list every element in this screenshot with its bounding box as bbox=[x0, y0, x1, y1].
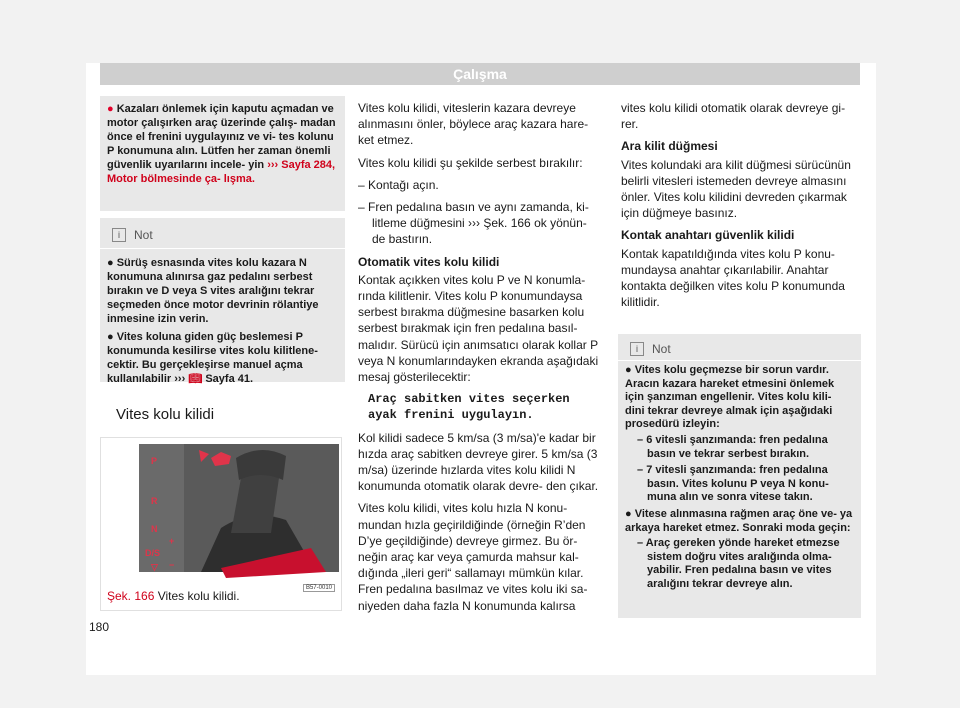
info-icon: i bbox=[112, 228, 126, 242]
col3-p3: Kontak kapatıldığında vites kolu P konu- mundaysa anahtar çıkarılabilir. Anahtar kontakta değilken vites kolu P konumunda kilitlidir. bbox=[621, 246, 845, 310]
note1-item-2: Vites koluna giden güç beslemesi P konumunda kesilirse vites kolu kilitlene- cektir. Bu gerçekleşirse manuel açma kullanılabilir bbox=[107, 331, 318, 385]
note-title: Not bbox=[134, 228, 153, 242]
figure-caption: Vites kolu kilidi. bbox=[157, 589, 240, 603]
col2-p4: Kol kilidi sadece 5 km/sa (3 m/sa)'e kadar bir hızda araç sabitken devreye girer. 5 km/sa (3 m/sa) üzerinde hızlarda vites kolu kilidi N konumunda otomatik olarak devre- den çıkar. bbox=[358, 430, 599, 494]
gear-lever-illustration bbox=[101, 438, 341, 583]
section-title: Vites kolu kilidi bbox=[116, 406, 215, 423]
column-3 bbox=[621, 100, 861, 316]
col3-p2: Vites kolundaki ara kilit düğmesi sürücünün belirli vitesleri istemeden devreye almasını önler. Vites kolu kilidini devreden çıkarmak için düğmeye basınız. bbox=[621, 157, 851, 221]
fig-label-n: N bbox=[151, 524, 158, 534]
note-box-2: i Not ● Vites kolu geçmezse bir sorun vardır. Aracın kazara hareket etmesini önlemek için şanzıman engellenir. Vites kolu kili- dini tekrar devreye almak için aşağıdaki prosedürü izleyin: – 6 vitesli şanzımanda: fren pedalına basın ve tekrar serbest bırakın. – 7 vitesli şanzımanda: fren pedalına basın. Vites kolunu P veya N konu- muna alın ve sonra vitese takın. ● Vitese alınmasına rağmen araç öne ve- ya arkaya hareket etmez. Sonraki moda geçin: – Araç gereken yönde hareket etmezse sistem doğru vites aralığında olma- yabilir. Fren pedalına basın ve vites aralığını tekrar devreye alın. bbox=[618, 334, 861, 618]
fig-label-ds: D/S bbox=[145, 548, 161, 558]
fig-label-r: R bbox=[151, 496, 158, 506]
col2-heading: Otomatik vites kolu kilidi bbox=[358, 254, 500, 269]
note2-title: Not bbox=[652, 342, 671, 356]
fig-label-minus: − bbox=[169, 560, 175, 570]
col3-heading-2: Kontak anahtarı güvenlik kilidi bbox=[621, 228, 795, 243]
book-icon: 📖︎ bbox=[188, 373, 203, 385]
note2-dash-1: 6 vitesli şanzımanda: fren pedalına basın ve tekrar serbest bırakın. bbox=[646, 433, 828, 460]
fig-label-p: P bbox=[151, 456, 158, 466]
warning-text: Kazaları önlemek için kaputu açmadan ve motor çalışırken araç üzerinde çalış- madan önce el frenini uygulayınız ve vi- tes kolunu P konumuna alın. Lütfen her zaman önemli güvenlik uyarılarını incele- yin bbox=[107, 103, 336, 171]
note-box-1: i Not ● Sürüş esnasında vites kolu kazara N konumuna alınırsa gaz pedalını serbest bırakın ve D veya S vites aralığını tekrar seçmeden önce motor devrinin rölantiye inmesine izin verin. ● Vites koluna giden güç beslemesi P konumunda kesilirse vites kolu kilitlene- cektir. Bu gerçekleşirse manuel açma kullanılabilir ››› 📖︎ Sayfa 41. bbox=[100, 218, 345, 382]
col2-step-1: Kontağı açın. bbox=[368, 177, 439, 192]
col2-p1: Vites kolu kilidi, viteslerin kazara devreye alınmasını önler, böylece araç kazara hare- ket etmez. bbox=[358, 101, 589, 148]
warning-box bbox=[100, 96, 345, 211]
info-icon: i bbox=[630, 342, 644, 356]
col2-p3: Kontak açıkken vites kolu P ve N konumla- rında kilitlenir. Vites kolu P konumundaysa serbest bırakma düğmesine basarken kolu serbest bırakmak için fren pedalına basıl- malıdır. Sürücü için anımsatıcı olarak kollar P veya N konumlarındayken ekranda aşağıdaki mesaj gösterilecektir: bbox=[358, 272, 599, 385]
page-header: Çalışma bbox=[100, 63, 860, 85]
warning-bullet-icon: ● bbox=[107, 103, 114, 115]
figure-code: B57-0010 bbox=[303, 584, 335, 592]
note1-item-1: Sürüş esnasında vites kolu kazara N konumuna alınırsa gaz pedalını serbest bırakın ve D veya S vites aralığını tekrar seçmeden önce motor devrinin rölantiye inmesine izin verin. bbox=[107, 257, 319, 325]
col2-step-2: Fren pedalına basın ve aynı zamanda, ki- litleme düğmesini ››› Şek. 166 ok yönün- de bastırın. bbox=[368, 200, 589, 247]
warning-link[interactable]: Sayfa 284, Motor bölmesinde ça- lışma. bbox=[107, 159, 336, 185]
col3-heading-1: Ara kilit düğmesi bbox=[621, 139, 718, 154]
note1-link[interactable]: Sayfa 41. bbox=[205, 373, 254, 385]
note2-bullet-2: Vitese alınmasına rağmen araç öne ve- ya arkaya hareket etmez. Sonraki moda geçin: bbox=[625, 507, 853, 534]
note1-arrow: ››› bbox=[174, 373, 186, 385]
col2-p2: Vites kolu kilidi şu şekilde serbest bırakılır: bbox=[358, 155, 583, 170]
figure-ref: Şek. 166 bbox=[107, 589, 155, 603]
note2-dash-3: Araç gereken yönde hareket etmezse sistem doğru vites aralığında olma- yabilir. Fren pedalına basın ve vites aralığını tekrar devreye alın. bbox=[645, 537, 840, 590]
warning-arrow: ››› bbox=[267, 159, 279, 171]
note2-bullet-1: Vites kolu geçmezse bir sorun vardır. Aracın kazara hareket etmesini önlemek için şanzıman engellenir. Vites kolu kili- dini tekrar devreye almak için aşağıdaki prosedürü izleyin: bbox=[625, 364, 835, 431]
figure-166 bbox=[100, 437, 342, 611]
fig-label-plus: + bbox=[169, 536, 175, 546]
col3-p1: vites kolu kilidi otomatik olarak devreye gi- rer. bbox=[621, 101, 846, 132]
column-2: Vites kolu kilidi, viteslerin kazara devreye alınmasını önler, böylece araç kazara hare- ket etmez. Vites kolu kilidi şu şekilde serbest bırakılır: – Kontağı açın. – Fren pedalına basın ve aynı zamanda, ki- litleme düğmesini ››› Şek. 166 ok yönün- de bastırın. Otomatik vites kolu kilidi Kontak açıkken vites kolu P ve N konumla- rında kilitlenir. Vites kolu P konumundaysa serbest bırakma düğmesine basarken kolu serbest bırakmak için fren pedalına basıl- malıdır. Sürücü için anımsatıcı olarak kollar P veya N konumlarındayken ekranda aşağıdaki mesaj gösterilecektir: Araç sabitken vites seçerken ayak frenini uygulayın. Kol kilidi sadece 5 km/sa (3 m/sa)'e kadar bir hızda araç sabitken devreye girer. 5 km/sa (3 m/sa) üzerinde hızlarda vites kolu kilidi N konumunda otomatik olarak devre- den çıkar. Vites kolu kilidi, vites kolu hızla N konu- mundan hızla geçirildiğinde (örneğin R’den D’ye geçildiğinde) devreye girmez. Bu ör- neğin araç kar veya çamurda mahsur kal- dığında „ileri geri“ sallamayı mümkün kılar. Fren pedalına basılmaz ve vites kolu iki sa- niyeden daha fazla N konumunda kalırsa bbox=[358, 100, 603, 620]
page-number: 180 bbox=[89, 620, 110, 634]
col2-p5: Vites kolu kilidi, vites kolu hızla N konu- mundan hızla geçirildiğinde (örneğin R’den D’ye geçildiğinde) devreye girmez. Bu ör- neğin araç kar veya çamurda mahsur kal- dığında „ileri geri“ sallamayı mümkün kılar. Fren pedalına basılmaz ve vites kolu iki sa- niyeden daha fazla N konumunda kalırsa bbox=[358, 501, 588, 613]
note2-dash-2: 7 vitesli şanzımanda: fren pedalına basın. Vites kolunu P veya N konu- muna alın ve sonra vitese takın. bbox=[646, 464, 829, 504]
col2-display-message: Araç sabitken vites seçerken ayak frenini uygulayın. bbox=[368, 392, 570, 423]
fig-label-tri: ▽ bbox=[151, 562, 158, 572]
